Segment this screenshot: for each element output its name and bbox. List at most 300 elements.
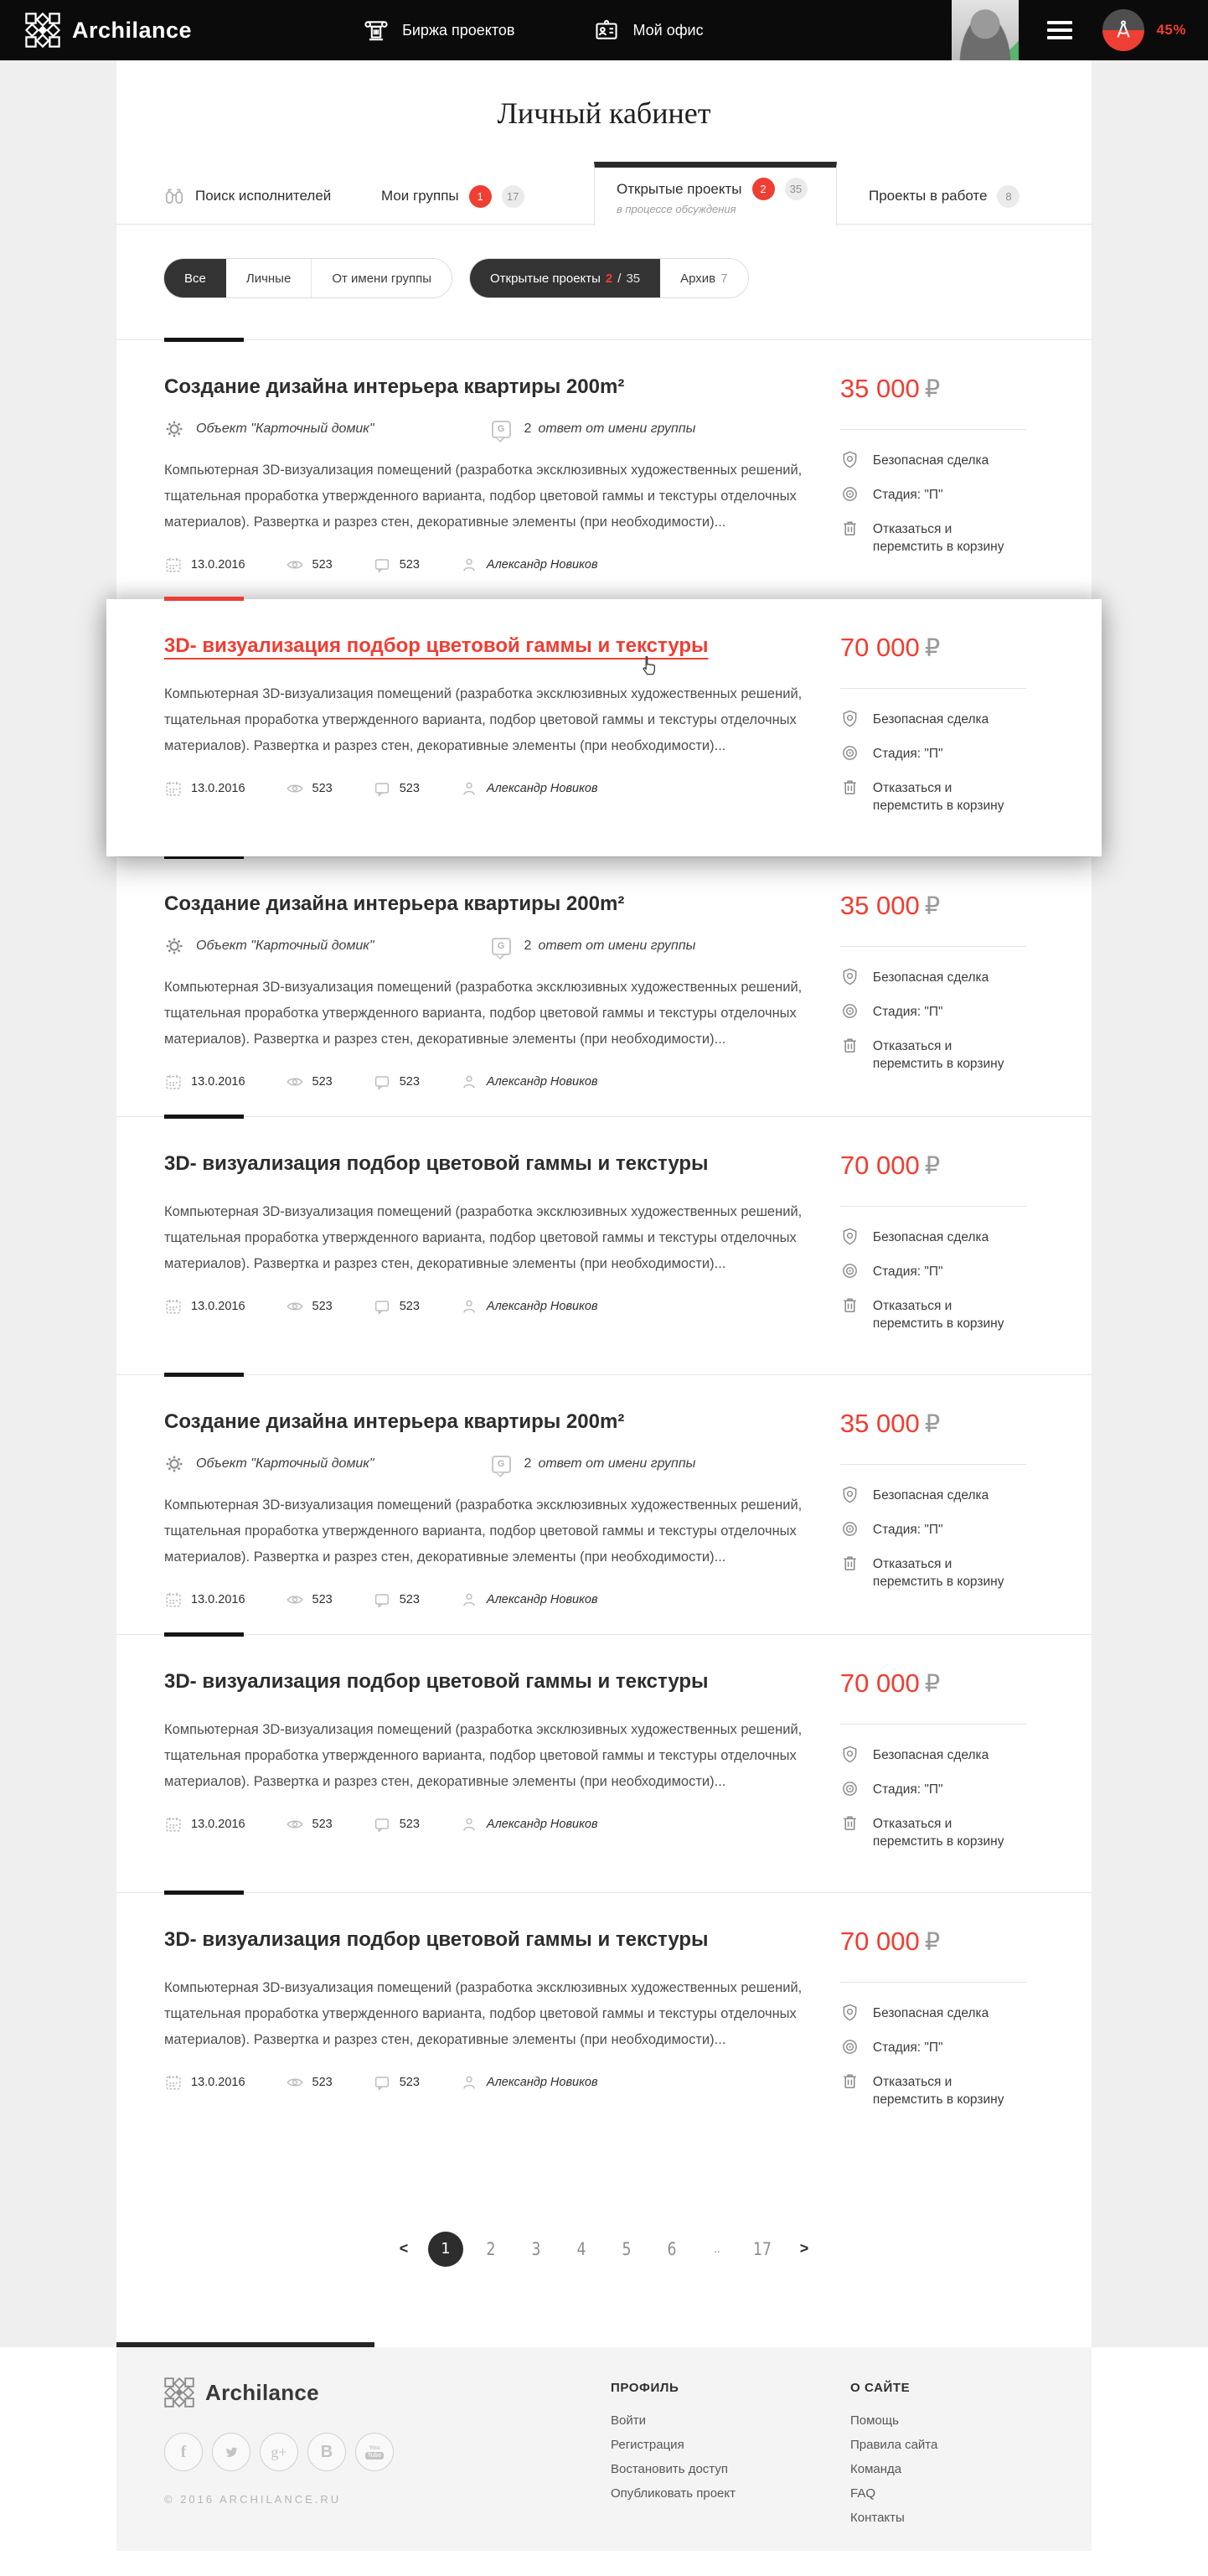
meta-comments — [373, 1591, 420, 1609]
footer-link[interactable]: Опубликовать проект — [611, 2486, 736, 2501]
meta-views — [286, 2073, 333, 2092]
comments-value: 523 — [399, 782, 420, 795]
gear-icon — [164, 936, 184, 956]
person-icon — [460, 1815, 478, 1834]
trash-icon — [840, 1036, 860, 1055]
footer-link[interactable]: Войти — [611, 2413, 646, 2428]
comment-icon — [373, 1297, 391, 1316]
card-main — [164, 340, 840, 574]
card-accent-dash — [164, 1632, 244, 1637]
card-side-panel — [840, 1117, 1044, 1349]
shield-icon — [840, 709, 860, 728]
gear-icon — [164, 419, 184, 439]
date-value: 13.0.2016 — [191, 1075, 245, 1089]
shield-icon — [840, 2003, 860, 2022]
shield-icon — [840, 1485, 860, 1504]
person-icon — [460, 1073, 478, 1091]
object-label: Объект "Карточный домик" — [196, 422, 374, 436]
archilance-logo-icon — [25, 13, 60, 48]
date-value: 13.0.2016 — [191, 1593, 245, 1606]
stage — [840, 486, 1044, 504]
ruble-sign: ₽ — [924, 1151, 941, 1180]
stage — [840, 1003, 1044, 1021]
project-title: 3D- визуализация подбор цветовой гаммы и текстуры — [164, 634, 709, 657]
target-icon — [840, 1519, 860, 1539]
price-value: 35 000 — [839, 1409, 920, 1438]
author-name: Александр Новиков — [486, 1818, 598, 1831]
replies-label: ответ от имени группы — [538, 1456, 696, 1471]
meta-date — [164, 779, 245, 798]
safe-deal-label: Безопасная сделка — [872, 1488, 989, 1503]
card-accent-dash — [164, 338, 244, 342]
pagination-page-2[interactable]: 2 — [486, 2238, 496, 2259]
badge-total: 35 — [785, 178, 808, 200]
filter-open-projects[interactable] — [470, 259, 660, 297]
filter-from-group[interactable]: От имени группы — [312, 259, 452, 297]
target-icon — [840, 484, 860, 504]
filter-group-ownership — [163, 258, 452, 298]
badge-new: 2 — [752, 178, 775, 200]
eye-icon — [286, 1815, 304, 1834]
meta-comments — [373, 2073, 420, 2092]
header-logo[interactable] — [25, 13, 192, 48]
comment-icon — [373, 779, 391, 798]
footer-column-title: ПРОФИЛЬ — [611, 2381, 679, 2395]
views-value: 523 — [312, 558, 333, 572]
eye-icon — [286, 1297, 304, 1316]
side-divider — [840, 429, 1026, 430]
calendar-icon — [164, 556, 183, 574]
card-meta-row — [164, 2073, 840, 2092]
views-value: 523 — [312, 1075, 333, 1089]
nav-label: Мой офис — [632, 21, 704, 39]
footer-accent-bar — [116, 2342, 374, 2347]
pagination-page-3[interactable]: 3 — [531, 2238, 541, 2259]
person-icon — [460, 1297, 478, 1316]
shield-icon — [840, 1227, 860, 1246]
filter-label: Архив — [680, 271, 716, 286]
card-main — [164, 1635, 840, 1867]
stage — [840, 1263, 1044, 1280]
author-name: Александр Новиков — [486, 2076, 598, 2089]
filter-group-status — [469, 258, 749, 298]
discard-to-trash-button[interactable] — [840, 1037, 1044, 1073]
project-price — [840, 633, 1044, 663]
card-accent-dash — [164, 1373, 244, 1377]
discard-label: Отказаться и перемстить в корзину — [872, 1817, 1004, 1849]
pagination-page-4[interactable]: 4 — [576, 2238, 586, 2259]
ruble-sign: ₽ — [924, 375, 941, 403]
project-price — [840, 374, 1044, 404]
binoculars-icon — [163, 185, 185, 207]
comment-icon — [373, 556, 391, 574]
group-reply-icon: G — [492, 938, 511, 955]
card-accent-dash — [164, 1891, 244, 1895]
author-name: Александр Новиков — [486, 1075, 598, 1089]
meta-author[interactable] — [460, 556, 598, 574]
footer-link[interactable]: Помощь — [850, 2413, 899, 2428]
calendar-icon — [164, 779, 183, 798]
side-divider — [840, 688, 1026, 689]
comments-value: 523 — [399, 1593, 420, 1606]
discard-to-trash-button[interactable] — [840, 779, 1044, 815]
project-price — [840, 1151, 1044, 1181]
date-value: 13.0.2016 — [191, 1818, 245, 1831]
project-card — [106, 599, 1102, 856]
meta-views — [286, 1073, 333, 1091]
project-title: 3D- визуализация подбор цветовой гаммы и текстуры — [164, 1152, 709, 1175]
pagination-page-1[interactable]: 1 — [428, 2232, 463, 2267]
ruble-sign: ₽ — [924, 1927, 941, 1956]
stage-label: Стадия: "П" — [872, 1005, 943, 1019]
eye-icon — [286, 1073, 304, 1091]
author-name: Александр Новиков — [486, 1593, 598, 1606]
discard-label: Отказаться и перемстить в корзину — [872, 781, 1004, 813]
card-accent-dash — [164, 597, 244, 601]
trash-icon — [840, 1813, 860, 1833]
meta-comments — [373, 1073, 420, 1091]
card-meta-row — [164, 1297, 840, 1316]
discard-to-trash-button[interactable] — [840, 520, 1044, 556]
project-description: Компьютерная 3D-визуализация помещений (разработка эксклюзивных художественных решений, тщательная проработка утвержденного варианта, подбор цветовой гаммы и текстуры отделочных материалов). Развертка и разрез стен, декоративные элементы (при необходимости)... — [164, 980, 803, 1047]
copyright: © 2016 ARCHILANCE.RU — [164, 2493, 342, 2506]
comment-icon — [373, 1815, 391, 1834]
trash-icon — [840, 778, 860, 797]
meta-date — [164, 1591, 245, 1609]
views-value: 523 — [312, 1818, 333, 1831]
calendar-icon — [164, 2073, 183, 2092]
views-value: 523 — [312, 782, 333, 795]
footer-links — [850, 2413, 937, 2525]
tab-search-performers[interactable] — [163, 168, 331, 225]
card-main — [164, 857, 840, 1091]
group-reply-icon: G — [492, 421, 511, 438]
price-value: 70 000 — [839, 633, 920, 662]
footer-brand-name: Archilance — [205, 2379, 319, 2405]
ruble-sign: ₽ — [924, 1410, 941, 1438]
pagination-prev[interactable]: < — [399, 2240, 409, 2257]
filter-personal[interactable]: Личные — [226, 259, 312, 297]
tab-sublabel: в процессе обсуждения — [617, 203, 736, 215]
safe-deal-label: Безопасная сделка — [872, 453, 989, 468]
page-title: Личный кабинет — [497, 96, 711, 130]
meta-comments — [373, 1815, 420, 1834]
side-divider — [840, 1206, 1026, 1207]
discard-label: Отказаться и перемстить в корзину — [872, 1039, 1004, 1071]
safe-deal-label: Безопасная сделка — [872, 2006, 989, 2020]
project-card — [116, 339, 1092, 599]
card-meta-row — [164, 779, 840, 798]
eye-icon — [286, 556, 304, 574]
side-divider — [840, 1982, 1026, 1983]
object-label: Объект "Карточный домик" — [196, 939, 374, 953]
footer-link[interactable]: FAQ — [850, 2486, 876, 2501]
comment-icon — [373, 1073, 391, 1091]
card-object-row — [164, 419, 840, 439]
trash-icon — [840, 2072, 860, 2091]
author-name: Александр Новиков — [486, 558, 598, 572]
replies-count: 2 — [524, 939, 532, 953]
project-card — [116, 1374, 1092, 1634]
replies-count: 2 — [524, 422, 532, 436]
pagination-next[interactable]: > — [799, 2240, 809, 2257]
pagination-page-5[interactable]: 5 — [622, 2238, 632, 2259]
header-right — [952, 0, 1208, 60]
project-description: Компьютерная 3D-визуализация помещений (разработка эксклюзивных художественных решений, тщательная проработка утвержденного варианта, подбор цветовой гаммы и текстуры отделочных материалов). Развертка и разрез стен, декоративные элементы (при необходимости)... — [164, 463, 803, 530]
safe-deal — [840, 969, 1044, 986]
card-side-panel — [840, 1375, 1044, 1609]
safe-deal — [840, 452, 1044, 469]
project-card — [116, 856, 1092, 1116]
project-title-link[interactable] — [164, 1928, 709, 1952]
stage-label: Стадия: "П" — [872, 1782, 943, 1797]
filter-archive[interactable] — [660, 259, 747, 297]
stage-label: Стадия: "П" — [872, 747, 943, 761]
footer-link[interactable]: Контакты — [850, 2511, 905, 2525]
profile-progress-circle[interactable] — [1102, 9, 1144, 51]
card-main — [164, 1375, 840, 1609]
badge-total: 8 — [997, 185, 1020, 208]
nav-item-project-exchange[interactable] — [364, 18, 514, 43]
price-value: 35 000 — [839, 891, 920, 920]
meta-views — [286, 1297, 333, 1316]
safe-deal — [840, 2004, 1044, 2022]
project-title: Создание дизайна интерьера квартиры 200m² — [164, 892, 625, 915]
meta-comments — [373, 1297, 420, 1316]
avatar[interactable] — [952, 0, 1019, 60]
comments-value: 523 — [399, 2076, 420, 2089]
meta-date — [164, 1297, 245, 1316]
hand-cursor-icon — [638, 654, 659, 676]
stage-label: Стадия: "П" — [872, 2041, 943, 2055]
meta-author[interactable] — [460, 1073, 598, 1091]
footer-column — [611, 2381, 736, 2511]
comment-icon — [373, 2073, 391, 2092]
discard-to-trash-button[interactable] — [840, 1297, 1044, 1332]
discard-to-trash-button[interactable] — [840, 1555, 1044, 1591]
meta-views — [286, 1591, 333, 1609]
filter-count-red: 2 — [605, 271, 613, 286]
author-name: Александр Новиков — [486, 1300, 598, 1313]
filter-count: 7 — [720, 271, 728, 286]
nav-item-my-office[interactable] — [594, 18, 703, 43]
ruble-sign: ₽ — [924, 634, 941, 662]
price-value: 70 000 — [839, 1151, 920, 1180]
brand-name: Archilance — [72, 17, 193, 43]
discard-label: Отказаться и перемстить в корзину — [872, 2075, 1004, 2107]
badge-new: 1 — [469, 185, 492, 208]
filter-label: Открытые проекты — [490, 271, 601, 286]
meta-date — [164, 556, 245, 574]
card-side-panel — [840, 1893, 1044, 2125]
tab-open-projects[interactable] — [594, 162, 837, 225]
meta-comments — [373, 779, 420, 798]
footer-column — [850, 2381, 937, 2535]
meta-views — [286, 779, 333, 798]
site-footer — [116, 2347, 1092, 2551]
filters-bar — [116, 225, 1092, 339]
content-panel — [116, 60, 1092, 2347]
target-icon — [840, 1779, 860, 1798]
footer-link[interactable]: Востановить доступ — [611, 2462, 728, 2476]
date-value: 13.0.2016 — [191, 782, 245, 795]
comment-icon — [373, 1591, 391, 1609]
tab-my-groups[interactable] — [381, 168, 524, 225]
hamburger-menu-icon[interactable] — [1047, 21, 1072, 39]
views-value: 523 — [312, 1300, 333, 1313]
safe-deal — [840, 1487, 1044, 1504]
google-plus-icon[interactable]: g+ — [260, 2433, 298, 2471]
stage-label: Стадия: "П" — [872, 488, 943, 502]
price-value: 70 000 — [839, 1668, 920, 1698]
card-meta-row — [164, 1591, 840, 1609]
project-price — [840, 1927, 1044, 1957]
meta-date — [164, 1073, 245, 1091]
project-title: Создание дизайна интерьера квартиры 200m² — [164, 375, 625, 398]
target-icon — [840, 1001, 860, 1021]
vk-icon[interactable]: B — [307, 2433, 346, 2471]
side-divider — [840, 1464, 1026, 1465]
project-price — [840, 1409, 1044, 1439]
bottom-space — [0, 2551, 1208, 2576]
card-side-panel — [840, 599, 1044, 831]
card-meta-row — [164, 1073, 840, 1091]
card-main — [164, 599, 840, 831]
meta-author[interactable] — [460, 1815, 598, 1834]
tab-label: Открытые проекты — [617, 180, 742, 197]
person-icon — [460, 1591, 478, 1609]
meta-author[interactable] — [460, 779, 598, 798]
footer-column-title: О САЙТЕ — [850, 2381, 911, 2395]
tab-projects-in-work[interactable] — [869, 168, 1020, 225]
calendar-icon — [164, 1815, 183, 1834]
pagination-page-6[interactable]: 6 — [667, 2238, 677, 2259]
tab-label: Проекты в работе — [869, 188, 988, 204]
meta-views — [286, 1815, 333, 1834]
price-value: 35 000 — [839, 374, 920, 403]
facebook-icon[interactable]: f — [164, 2433, 203, 2471]
meta-author[interactable] — [460, 1591, 598, 1609]
side-divider — [840, 946, 1026, 947]
person-icon — [460, 556, 478, 574]
trash-icon — [840, 519, 860, 538]
ruble-sign: ₽ — [924, 1669, 941, 1698]
project-title-link[interactable] — [164, 1152, 709, 1176]
views-value: 523 — [312, 2076, 333, 2089]
meta-date — [164, 2073, 245, 2092]
project-card — [116, 1634, 1092, 1892]
filter-count-total: 35 — [626, 271, 641, 286]
author-name: Александр Новиков — [486, 782, 598, 795]
card-side-panel — [840, 340, 1044, 574]
group-reply-icon: G — [492, 1456, 511, 1473]
project-title-link[interactable] — [164, 375, 624, 399]
twitter-icon[interactable] — [212, 2433, 250, 2471]
footer-band — [0, 2347, 1208, 2551]
trash-icon — [840, 1554, 860, 1573]
card-main — [164, 1893, 840, 2125]
target-icon — [840, 2037, 860, 2056]
meta-date — [164, 1815, 245, 1834]
pagination — [385, 2232, 823, 2267]
target-icon — [840, 743, 860, 763]
nav-label: Биржа проектов — [402, 21, 515, 39]
gear-icon — [164, 1454, 184, 1474]
footer-links — [611, 2413, 736, 2501]
project-title: 3D- визуализация подбор цветовой гаммы и текстуры — [164, 1670, 709, 1693]
project-title-link[interactable] — [164, 1410, 624, 1434]
card-object-row — [164, 1454, 840, 1474]
project-title-link[interactable] — [164, 1670, 709, 1694]
price-value: 70 000 — [839, 1927, 920, 1956]
safe-deal-label: Безопасная сделка — [872, 1748, 989, 1762]
main-band — [0, 60, 1208, 2347]
project-description: Компьютерная 3D-визуализация помещений (разработка эксклюзивных художественных решений, тщательная проработка утвержденного варианта, подбор цветовой гаммы и текстуры отделочных материалов). Развертка и разрез стен, декоративные элементы (при необходимости)... — [164, 1980, 803, 2047]
project-title-link[interactable] — [164, 892, 624, 916]
card-meta-row — [164, 1815, 840, 1834]
tab-label: Поиск исполнителей — [195, 188, 332, 204]
object-label: Объект "Карточный домик" — [196, 1456, 374, 1471]
comments-value: 523 — [399, 1075, 420, 1089]
comments-value: 523 — [399, 1818, 420, 1831]
footer-link[interactable]: Правила сайта — [850, 2438, 938, 2452]
comments-value: 523 — [399, 558, 420, 572]
project-description: Компьютерная 3D-визуализация помещений (разработка эксклюзивных художественных решений, тщательная проработка утвержденного варианта, подбор цветовой гаммы и текстуры отделочных материалов). Развертка и разрез стен, декоративные элементы (при необходимости)... — [164, 686, 803, 753]
card-main — [164, 1117, 840, 1349]
person-icon — [460, 779, 478, 798]
meta-views — [286, 556, 333, 574]
date-value: 13.0.2016 — [191, 1300, 245, 1313]
pagination-block — [116, 2150, 1092, 2347]
replies-count: 2 — [524, 1456, 532, 1471]
profile-completeness: 45% — [1156, 22, 1186, 38]
meta-author[interactable] — [460, 1297, 598, 1316]
pagination-page-17[interactable]: 17 — [753, 2238, 772, 2259]
calendar-icon — [164, 1591, 183, 1609]
discard-to-trash-button[interactable] — [840, 2073, 1044, 2108]
project-card — [116, 1892, 1092, 2150]
footer-link[interactable]: Команда — [850, 2462, 902, 2476]
stage — [840, 745, 1044, 763]
target-icon — [840, 1261, 860, 1280]
project-price — [840, 891, 1044, 921]
stage-label: Стадия: "П" — [872, 1523, 943, 1537]
views-value: 523 — [312, 1593, 333, 1606]
filter-all[interactable]: Все — [164, 259, 226, 297]
side-divider — [840, 1724, 1026, 1725]
shield-icon — [840, 450, 860, 469]
meta-author[interactable] — [460, 2073, 598, 2092]
discard-to-trash-button[interactable] — [840, 1815, 1044, 1850]
pagination-ellipsis: .. — [714, 2242, 720, 2256]
project-description: Компьютерная 3D-визуализация помещений (разработка эксклюзивных художественных решений, тщательная проработка утвержденного варианта, подбор цветовой гаммы и текстуры отделочных материалов). Развертка и разрез стен, декоративные элементы (при необходимости)... — [164, 1497, 803, 1565]
exchange-column-icon — [364, 18, 389, 43]
project-title-link[interactable] — [164, 634, 709, 658]
stage — [840, 1521, 1044, 1539]
discard-label: Отказаться и перемстить в корзину — [872, 1299, 1004, 1331]
eye-icon — [286, 2073, 304, 2092]
discard-label: Отказаться и перемстить в корзину — [872, 522, 1004, 554]
youtube-icon[interactable]: You Tube — [355, 2433, 394, 2471]
top-header — [0, 0, 1208, 60]
card-meta-row — [164, 556, 840, 574]
footer-link[interactable]: Регистрация — [611, 2438, 684, 2452]
compass-icon — [1112, 18, 1135, 42]
tab-label: Мои группы — [381, 188, 459, 204]
shield-icon — [840, 1745, 860, 1764]
tabs-bar — [116, 168, 1092, 225]
eye-icon — [286, 1591, 304, 1609]
